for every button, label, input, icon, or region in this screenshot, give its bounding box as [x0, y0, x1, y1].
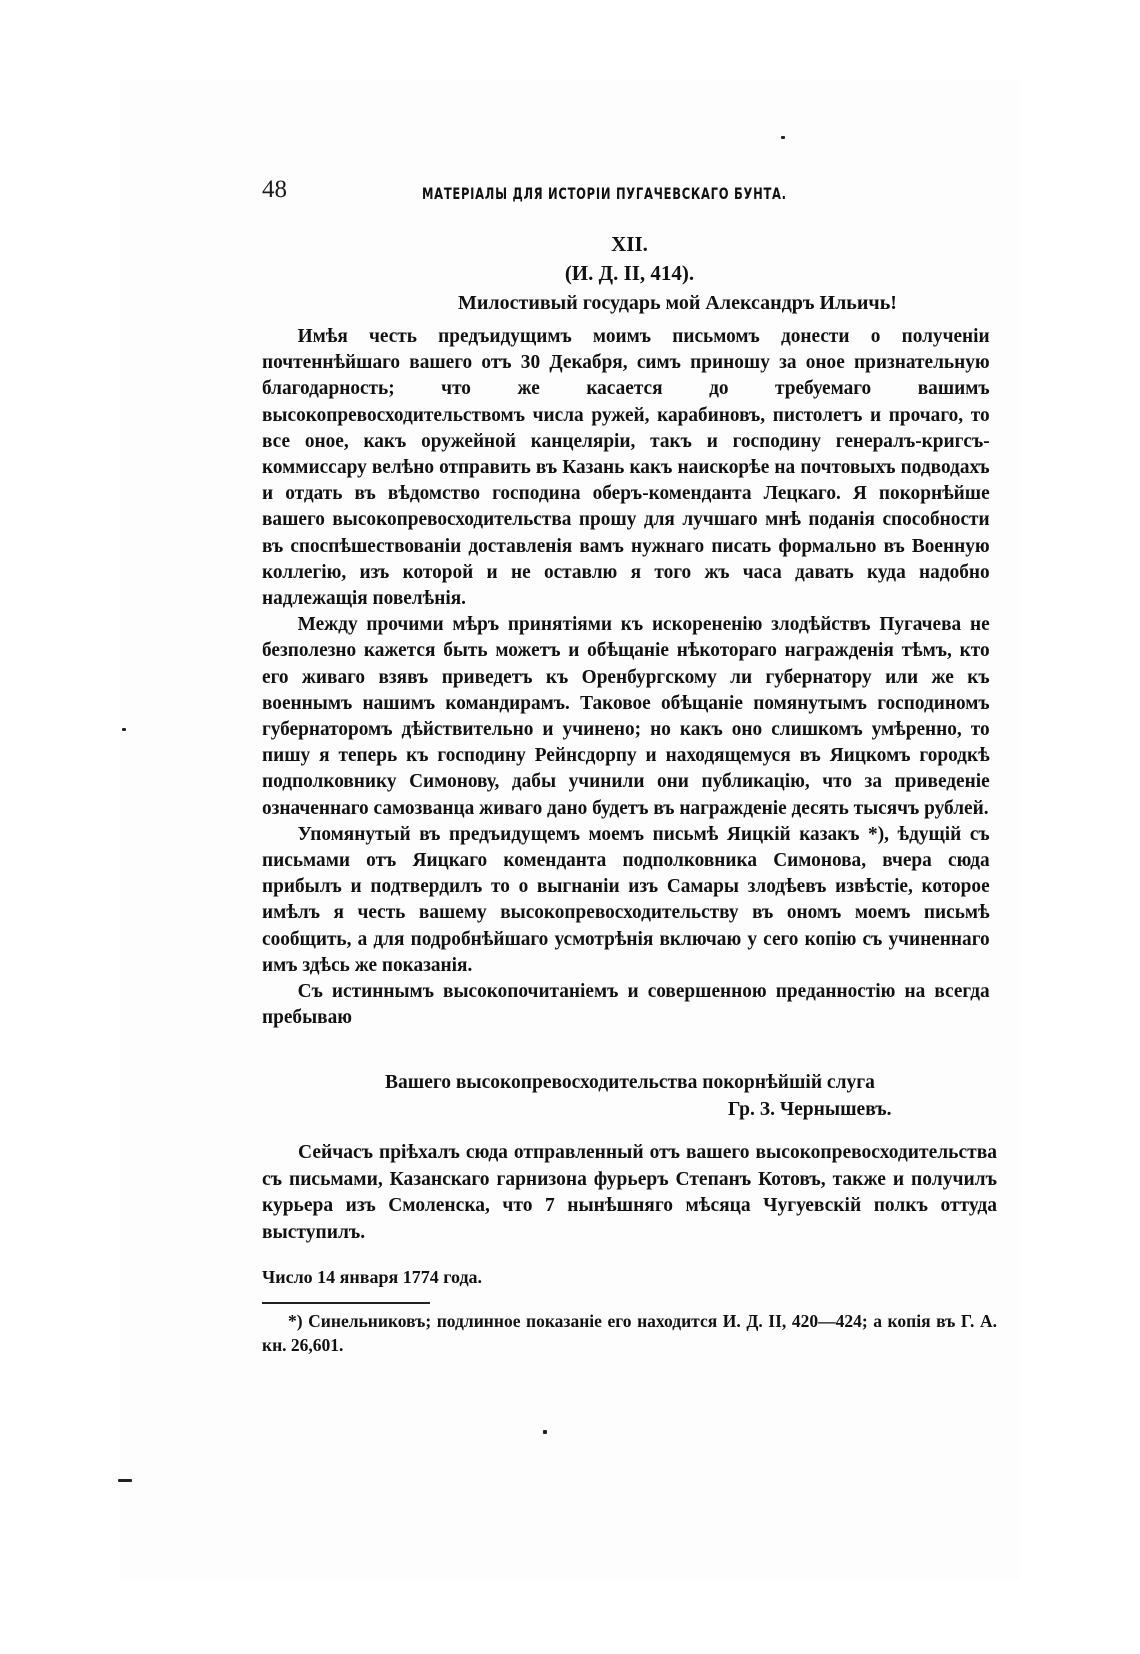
- signature: Гр. З. Чернышевъ.: [728, 1099, 892, 1120]
- paragraph: Имѣя честь предъидущимъ моимъ письмомъ донести о полученіи почтеннѣйшаго вашего отъ 30 Декабря, симъ приношу за оное признательную благодарность; что же касается до требуемаго вашимъ высокопревосходительствомъ числа ружей, карабиновъ, пистолетъ и прочаго, то все оное, какъ оружейной канцеляріи, такъ и господину генералъ-кригсъ-коммиссару велѣно отправить въ Казань какъ наискорѣе на почтовыхъ подводахъ и отдать въ вѣдомство господина оберъ-коменданта Лецкаго. Я покорнѣйше вашего высокопревосходительства прошу для лучшаго мнѣ поданія способности въ споспѣшествованіи доставленія вамъ нужнаго писать формально въ Военную коллегію, изъ которой и не оставлю я того жъ часа давать куда надобно надлежащія повелѣнія.: [262, 326, 990, 610]
- postscript: [262, 1140, 997, 1246]
- scan-speck: [118, 1479, 132, 1482]
- paragraph: Между прочими мѣръ принятіями къ искорененію злодѣйствъ Пугачева не безполезно кажется быть можетъ и обѣщаніе нѣкотораго награжденія тѣмъ, кто его живаго взявъ приведетъ къ Оренбургскому ли губернатору или же къ военнымъ нашимъ командирамъ. Таковое обѣщаніе помянутымъ господиномъ губернаторомъ дѣйствительно и учинено; но какъ оно слишкомъ умѣренно, то пишу я теперь къ господину Рейнсдорпу и находящемуся въ Яицкомъ городкѣ подполковнику Симонову, дабы учинили они публикацію, что за приведеніе означеннаго самозванца живаго дано будетъ въ награжденіе десять тысячъ рублей.: [262, 614, 990, 819]
- scan-speck: [781, 136, 785, 139]
- closing-line: Вашего высокопревосходительства покорнѣйшій слуга: [385, 1072, 875, 1093]
- paragraph: Съ истиннымъ высокопочитаніемъ и совершенною преданностію на всегда пребываю: [262, 981, 990, 1029]
- scan-speck: [543, 1430, 547, 1434]
- footnote-text: *) Синельниковъ; подлинное показаніе его находится И. Д. II, 420—424; а копія въ Г. А. кн. 26,601.: [262, 1311, 997, 1355]
- salutation: Милостивый государь мой Александръ Ильичь!: [458, 292, 897, 314]
- document-number: XII.: [611, 232, 648, 256]
- running-title: МАТЕРІАЛЫ ДЛЯ ИСТОРІИ ПУГАЧЕВСКАГО БУНТА.: [422, 184, 787, 203]
- running-head: [262, 178, 832, 212]
- footnote: [262, 1309, 997, 1357]
- paragraph: Упомянутый въ предъидущемъ моемъ письмѣ Яицкій казакъ *), ѣдущій съ письмами отъ Яицкаго коменданта подполковника Симонова, вчера сюда прибылъ и подтвердилъ то о выгнаніи изъ Самары злодѣевъ извѣстіе, которое имѣлъ я честь вашему высокопревосходительству въ ономъ моемъ письмѣ сообщить, а для подробнѣйшаго усмотрѣнія включаю у сего копію съ учиненнаго имъ здѣсь же показанія.: [262, 823, 990, 976]
- footnote-divider: [262, 1302, 430, 1304]
- page-number: 48: [262, 176, 287, 203]
- letter-body: [262, 324, 990, 1031]
- postscript-paragraph: Сейчасъ пріѣхалъ сюда отправленный отъ вашего высокопревосходительства съ письмами, Казанскаго гарнизона фурьеръ Степанъ Котовъ, также и получилъ курьера изъ Смоленска, что 7 нынѣшняго мѣсяца Чугуевскій полкъ оттуда выступилъ.: [262, 1142, 997, 1243]
- document-reference: (И. Д. II, 414).: [564, 261, 695, 285]
- date-line: Число 14 января 1774 года.: [262, 1267, 483, 1287]
- scan-speck: [122, 728, 126, 731]
